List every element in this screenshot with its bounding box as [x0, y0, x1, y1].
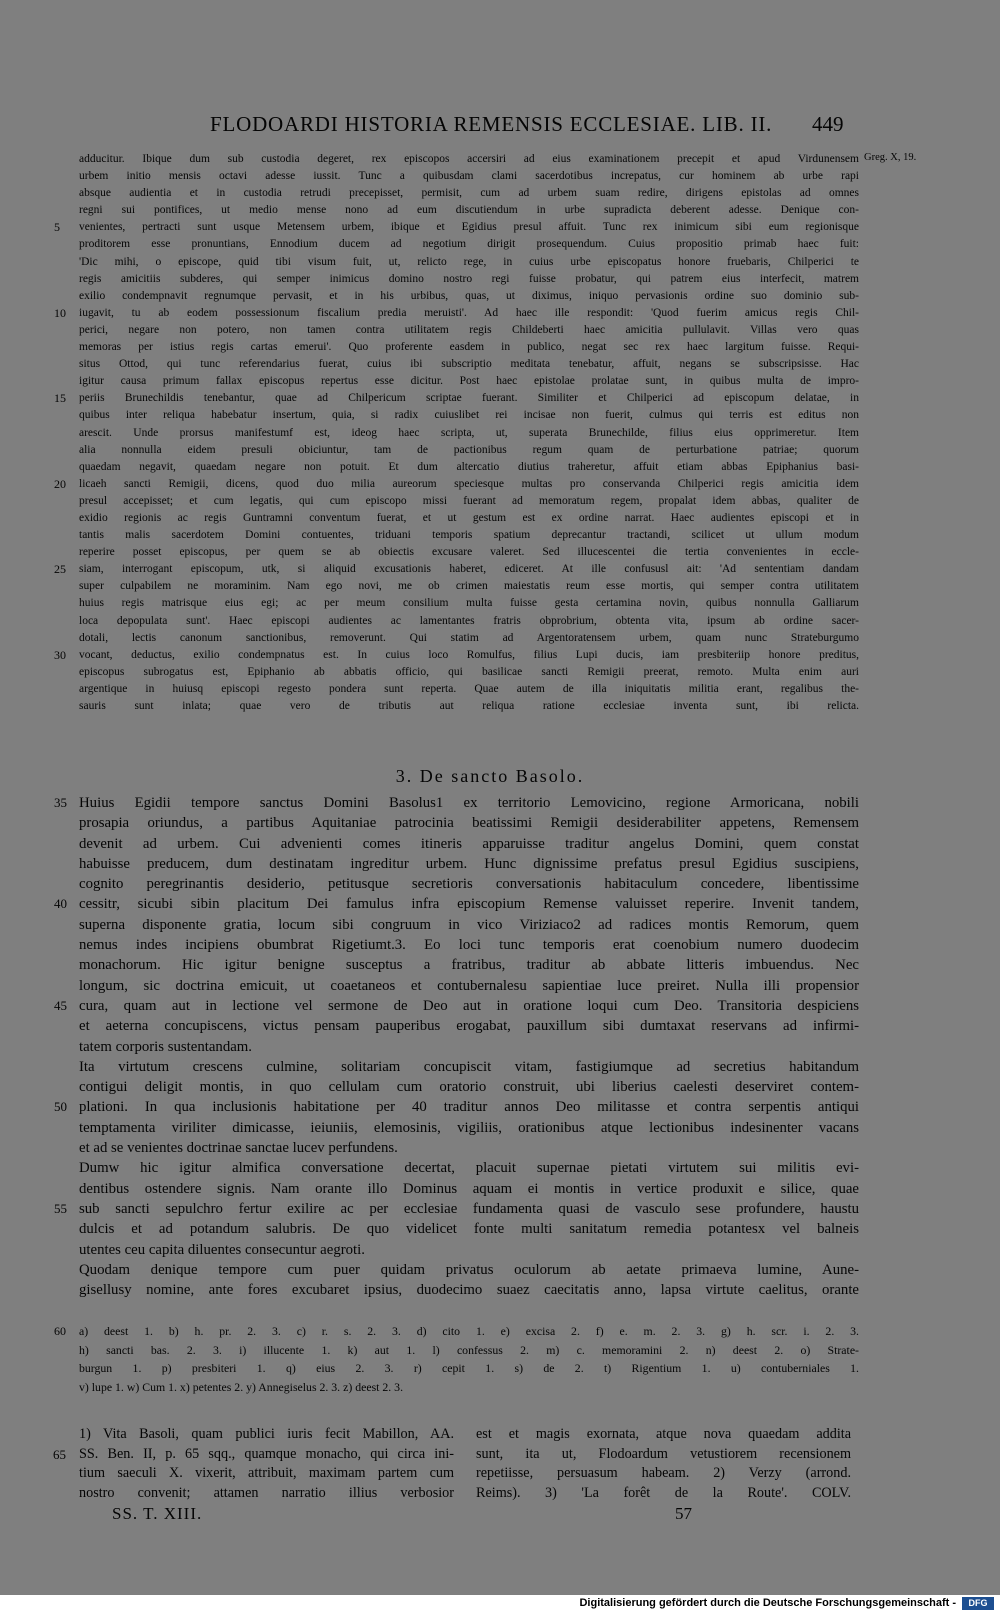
line-number: 25: [54, 562, 66, 577]
line-number: 15: [54, 391, 66, 406]
footnotes-left-column: [53, 1425, 454, 1503]
line-text: sauris sunt inlata; quae vero de tributis aut reliqua ratione ecclesiae inventa sunt, ibi relicta.: [79, 700, 859, 712]
line-text: venientes, pertracti sunt usque Metensem urbem, ibique et Egidius presul affuit. Tunc rex inimicum sibi eum regionisque: [79, 221, 859, 234]
text-line: [79, 322, 859, 339]
line-text: regni sui pontifices, ut medio mense nono ad eum discutiendum in urbe supradicta deberent adesse. Denique con-: [79, 204, 859, 217]
line-text: regis amicitiis subderes, qui semper inimicus domino nostro regi fuisse probatur, qui patrem eius interfecit, matrem: [79, 272, 859, 285]
text-line: [79, 578, 859, 595]
text-line: [79, 1179, 859, 1199]
text-line: [79, 1138, 859, 1158]
line-number: 30: [54, 647, 66, 662]
line-text: v) lupe 1. w) Cum 1. x) petentes 2. y) Annegiselus 2. 3. z) deest 2. 3.: [79, 1379, 404, 1394]
line-text: dentibus ostendere signis. Nam orante illo Dominus aquam ei montis in vertice produxit e silice, quae: [79, 1180, 859, 1197]
text-line: [54, 647, 859, 664]
text-line: [79, 1077, 859, 1097]
line-text: prosapia oriundus, a partibus Aquitaniae patrocinia beatissimi Remigii desiderabiliter appetens, Remensem: [79, 815, 859, 832]
text-line: [54, 305, 859, 322]
text-line: [79, 254, 859, 271]
text-line: [79, 1280, 859, 1300]
line-text: presul accepisset; et cum legatis, qui cum episcopo missi fuerant ad memoratum regem, propalat idem abbas, qualiter de: [79, 494, 859, 507]
line-text: exidio regionis ac regis Guntramni conventum fuerat, et ut gestum est ex ordine narrat. Haec audientes episcopi et in: [79, 511, 859, 524]
text-line: [79, 1359, 859, 1378]
line-text: superna disponente gratia, locum sibi congruum in vico Viriziaco2 ad radices montis Remorum, quem: [79, 916, 859, 933]
text-line: [79, 1037, 859, 1057]
text-line: [79, 407, 859, 424]
dfg-logo-icon: DFG: [962, 1597, 994, 1610]
line-text: tatem corporis sustentandam.: [79, 1038, 252, 1055]
section-heading: 3. De sancto Basolo.: [395, 766, 585, 786]
text-line: [54, 390, 859, 407]
text-line: [79, 151, 859, 168]
text-line: [79, 1219, 859, 1239]
text-line: [79, 1118, 859, 1138]
digitization-credit: Digitalisierung gefördert durch die Deutsche Forschungsgemeinschaft -: [579, 1597, 956, 1609]
text-line: [79, 813, 859, 833]
line-text: adducitur. Ibique dum sub custodia degeret, rex episcopos accersiri ad eius examinationem precepit et apud Virdunensem: [79, 153, 859, 165]
text-line: [79, 834, 859, 854]
text-line: [79, 1260, 859, 1280]
text-line: [79, 935, 859, 955]
text-line: [79, 288, 859, 305]
text-line: [79, 168, 859, 185]
running-header: [0, 112, 980, 142]
line-text: a) deest 1. b) h. pr. 2. 3. c) r. s. 2. 3. d) cito 1. e) excisa 2. f) e. m. 2. 3. g) h. scr. i. 2. 3.: [79, 1324, 859, 1338]
line-number: 20: [54, 476, 66, 491]
text-line: [476, 1445, 851, 1465]
text-line: [79, 202, 859, 219]
line-text: et aeterna concupiscens, victus pensam pauperibus erogabat, pauxillum sibi dumtaxat reservans ad infirmi-: [79, 1018, 859, 1035]
line-number: 60: [54, 1324, 66, 1338]
text-line: [54, 561, 859, 578]
line-text: memoras per istius regis cartas emerui'. Quo proferente easdem in publico, negat sec rex haec largitum fuisse. Requi-: [79, 341, 859, 354]
text-line: [79, 630, 859, 647]
line-text: utentes ceu capita diluentes consecuntur aegroti.: [79, 1241, 365, 1258]
digitization-banner: [0, 1595, 1000, 1613]
line-number: 55: [54, 1200, 67, 1216]
text-line: [79, 1378, 859, 1397]
text-line: [79, 976, 859, 996]
line-text: gisellusy nomine, ante fores excubaret ipsius, duodecimo suaez caecitatis anno, lapsa virtute caelitus, orante: [79, 1282, 859, 1299]
line-text: siam, interrogant episcopum, utk, si aliquid excusationis haberet, ediceret. At ille confususl ait: 'Ad sententiam dandam: [79, 563, 859, 576]
text-line: [79, 1341, 859, 1360]
upper-text-block: [54, 151, 859, 715]
line-text: loca depopulata sunt'. Haec episcopi audientes ac lamentantes fratris obprobrium, obtenta vita, ipsum ab ordine sacer-: [79, 614, 859, 627]
line-text: tantis malis sacerdotem Domini contuentes, triduani temporis spatium deprecantur tractandi, scilicet ut ullum modum: [79, 529, 859, 542]
line-text: SS. Ben. II, p. 65 sqq., quamque monacho, qui circa ini-: [79, 1445, 454, 1462]
line-text: dulcis et ad potandum salubris. De quo videlicet fonte multi sanitatum remedia potantesx vel balneis: [79, 1221, 859, 1238]
line-text: alia nonnulla eidem presuli obiciuntur, tam de pactionibus regum quam de perturbatione patriae; quorum: [79, 443, 859, 456]
line-text: huius regis matrisque eius egi; ac per meum consilium multa fuisse gesta certamina novin, quibus nonnulla Galliarum: [79, 597, 859, 610]
text-line: [79, 339, 859, 356]
line-number: 65: [53, 1446, 66, 1462]
line-text: episcopus subrogatus est, Epiphanio ab abbatis officio, qui basilicae sancti Remigii preerat, remoto. Multa enim auri: [79, 665, 859, 678]
line-number: 35: [54, 795, 67, 810]
line-number: 40: [54, 896, 67, 912]
text-line: [476, 1484, 851, 1504]
line-text: Quodam denique tempore cum puer quidam privatus oculorum ab aetate primaeva lumine, Aune-: [79, 1261, 859, 1278]
line-text: sunt, ita ut, Flodoardum vetustiorem recensionem: [476, 1445, 851, 1462]
line-text: vocant, deductus, exilio condempnatus est. In cuius loco Romulfus, filius Lupi ducis, iam presbiteriip honore preditus,: [79, 648, 859, 661]
text-line: [79, 1464, 454, 1484]
text-line: [79, 698, 859, 715]
line-text: iugavit, tu ab eodem possessionum fiscalium predia meruisti'. Ad haec ille respondit: 'Quod fuerim amicus regis Chil-: [79, 306, 859, 319]
line-text: longum, sic doctrina emicuit, ut coaetaneos et contubernalesu sapientiae luce preiret. Nulla illi propensior: [79, 977, 859, 994]
line-text: nostro convenit; attamen narratio illius verbosior: [79, 1484, 454, 1501]
text-line: [54, 793, 859, 813]
text-line: [476, 1464, 851, 1484]
line-text: tium saeculi X. vixerit, attribuit, maximam partem cum: [79, 1465, 454, 1481]
footnotes-right-column: [476, 1425, 851, 1503]
line-text: sub sancti sepulchro fertur exilire ac per ecclesiae fundamenta quasi de vasculo sese profundere, haustu: [79, 1200, 859, 1217]
text-line: [79, 1240, 859, 1260]
text-line: [79, 373, 859, 390]
line-text: quibus inter reliqua habebatur insertum, quia, si radix cuiuslibet rei incisae non fuerit, culmus qui terris est editus non: [79, 409, 859, 422]
line-text: h) sancti bas. 2. 3. i) illucente 1. k) aut 1. l) confessus 2. m) c. memoramini 2. n) deest 2. o) Strate-: [79, 1342, 859, 1357]
text-line: [79, 544, 859, 561]
line-text: cessitr, sicubi sibin placitum Dei famulus infra episcopium Remense valuisset reperire. Invenit tandem,: [79, 896, 859, 913]
line-text: est et magis exornata, atque nova quaedam addita: [476, 1426, 851, 1442]
line-text: Huius Egidii tempore sanctus Domini Basolus1 ex territorio Lemovicino, regione Armoricana, nobili: [79, 795, 859, 811]
signature-mark: SS. T. XIII.: [112, 1504, 203, 1523]
text-line: [54, 996, 859, 1016]
line-text: temptamenta viriliter dimicasse, ieiuniis, elemosinis, vigiliis, orationibus atque lectionibus indesinenter vacans: [79, 1119, 859, 1136]
line-text: quaedam negavit, quaedam negare non potuit. Et dum altercatio diutius traheretur, affuit etiam abbas Epiphanius basi-: [79, 460, 859, 473]
line-text: arescit. Unde prorsus manifestumf est, ideog haec scripta, ut, superata Brunechilde, filius eius opprimeretur. Item: [79, 426, 859, 439]
text-line: [79, 236, 859, 253]
line-text: dotali, lectis canonum sanctionibus, removerunt. Qui statim ad Argentoratensem urbem, quam nunc Strateburgumo: [79, 631, 859, 644]
text-line: [79, 1016, 859, 1036]
line-text: 'Dic mihi, o episcope, quid tibi visum fuit, ut, relicto rege, in cuius urbe episcopatus honore fruebaris, Chilperici te: [79, 255, 859, 268]
line-text: super culpabilem ne moraminim. Nam ego novi, me ob crimen maiestatis reum esse mortis, qui semper contra utilitatem: [79, 580, 859, 593]
text-line: [79, 510, 859, 527]
line-text: plationi. In qua inclusionis habitatione per 40 traditur annos Deo militasse et contra serpentis antiqui: [79, 1099, 859, 1116]
line-text: et ad se venientes doctrinae sanctae lucev perfundens.: [79, 1140, 398, 1157]
line-text: devenit ad urbem. Cui advenienti comes itineris apparuisse traditur angelus Domini, quem constat: [79, 835, 859, 852]
line-text: argentique in huiusq episcopi regesto pondera sunt reperta. Quae autem de illa iniquitatis militia erant, regalibus the-: [79, 682, 859, 695]
text-line: [79, 356, 859, 373]
text-line: [79, 527, 859, 544]
text-line: [54, 1097, 859, 1117]
text-line: [79, 1484, 454, 1504]
line-text: urbem initio mensis octavi adesse iussit. Tunc a quibusdam clami sacerdotibus increpatus, cur hominem ab urbe rapi: [79, 170, 859, 183]
line-text: situs Ottod, qui tunc referendarius fuerat, cuius ibi subscriptio meditata tenebatur, affuit, negans se subscripsisse. Hac: [79, 358, 859, 371]
text-line: [79, 442, 859, 459]
text-line: [79, 271, 859, 288]
page-number: 449: [812, 112, 844, 136]
line-text: periis Brunechildis tenebantur, quae ad Chilpericum scriptae fuerant. Similiter et Chilperici ad episcopum delatae, in: [79, 392, 859, 405]
line-text: burgun 1. p) presbiteri 1. q) eius 2. 3. r) cepit 1. s) de 2. t) Rigentium 1. u) contuberniales 1.: [79, 1361, 859, 1375]
line-text: nemus indes incipiens obumbrat Rigetiumt.3. Eo loci tunc temporis erat coenobium numero duodecim: [79, 937, 859, 954]
marginal-reference: Greg. X, 19.: [864, 152, 917, 163]
variant-notes: [54, 1322, 859, 1396]
text-line: [79, 185, 859, 202]
line-text: habuisse preducem, dum destinatam ingreditur urbem. Hunc dignissime prefatus presul Egidius suscipiens,: [79, 855, 859, 872]
line-number: 5: [54, 220, 60, 235]
text-line: [79, 955, 859, 975]
line-text: cognito peregrinantis desiderio, petitusque secretioris conversationis habitaculum concedere, libentissime: [79, 876, 859, 893]
line-text: Reims). 3) 'La forêt de la Route'. COLV.: [476, 1484, 851, 1501]
line-text: contigui deligit montis, in quo cellulam cum oratorio construit, ubi liberius caelesti deserviret contem-: [79, 1079, 859, 1096]
text-line: [79, 613, 859, 630]
line-text: Dumw hic igitur almifica conversatione decertat, placuit supernae pietati virtutem sui militis evi-: [79, 1160, 859, 1177]
line-text: licaeh sancti Remigii, dicens, quod duo milia aureorum speciesque multas pro conservanda Chilperici regis amicitia idem: [79, 477, 859, 490]
line-text: reperire posset episcopus, per quem se ab obiectis excusare valeret. Sed illucescentei die tertia convenientes in eccle-: [79, 546, 859, 559]
line-text: repetiisse, persuasum habeam. 2) Verzy (arrond.: [476, 1465, 851, 1481]
text-line: [79, 664, 859, 681]
text-line: [79, 493, 859, 510]
text-line: [79, 915, 859, 935]
text-line: [54, 1199, 859, 1219]
sheet-number: 57: [675, 1504, 692, 1523]
text-line: [79, 681, 859, 698]
text-line: [476, 1425, 851, 1445]
text-line: [54, 894, 859, 914]
line-text: cura, quam aut in lectione vel sermone de Deo aut in oratione loqui cum Deo. Transitoria despiciens: [79, 997, 859, 1014]
running-title: FLODOARDI HISTORIA REMENSIS ECCLESIAE. LIB. II.: [210, 112, 773, 136]
text-line: [79, 854, 859, 874]
line-text: absque audientia et in custodia retrudi precepisset, permisit, cum ad urbem suam redire, dirigens epistolas ad omnes: [79, 187, 859, 200]
line-text: monachorum. Hic igitur benigne susceptus a fratribus, traditur ab abbate litteris imbuendus. Nec: [79, 957, 859, 974]
line-number: 10: [54, 305, 66, 320]
line-text: exilio condempnavit regnumque pervasit, et in his urbibus, quas, ut diximus, iniquo pervasionis ordine suo dominio sub-: [79, 289, 859, 302]
line-text: proditorem esse pronuntians, Ennodium ducem ad negotium dirigit prosequendum. Cuius propositio primab haec fuit:: [79, 238, 859, 251]
line-number: 45: [54, 997, 67, 1013]
line-text: perici, negare non potero, non tamen contra utilitatem regis Childeberti haec amicitia pullulavit. Villas vero quas: [79, 323, 859, 336]
text-line: [79, 1425, 454, 1445]
text-line: [79, 595, 859, 612]
text-line: [79, 425, 859, 442]
line-text: 1) Vita Basoli, quam publici iuris fecit Mabillon, AA.: [79, 1426, 454, 1442]
line-text: igitur causa primum fallax episcopus repertus esse dicitur. Post haec epistolae prolatae sunt, in quibus multa de impro-: [79, 375, 859, 388]
main-text-block: [54, 793, 859, 1300]
text-line: [54, 476, 859, 493]
line-text: Ita virtutum crescens culmine, solitariam concupiscit vitam, fastigiumque ad secretius habitandum: [79, 1058, 859, 1075]
text-line: [79, 874, 859, 894]
text-line: [53, 1445, 454, 1465]
line-number: 50: [54, 1099, 67, 1115]
text-line: [54, 1322, 859, 1341]
text-line: [79, 459, 859, 476]
text-line: [54, 219, 859, 236]
text-line: [79, 1158, 859, 1178]
text-line: [79, 1057, 859, 1077]
